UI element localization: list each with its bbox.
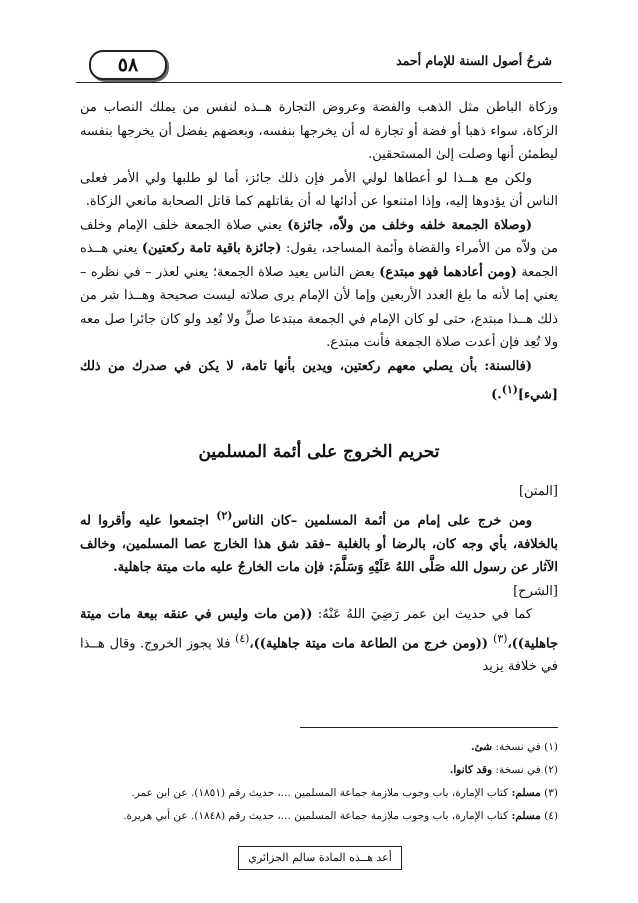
commentary-text: بعض الناس يعيد صلاة الجمعة؛ يعني لعذر – في نظره – يعني إما لأنه ما بلغ العدد الأربعين وإما لأن الإمام يرى صلاته ليست صحيحة وهــذا شر من ذلك هــذا مبتدع، حتى لو كان الإمام في الجمعة مبتدعا صلِّ ولا تُعِد ولو كان جائرا صل معه ولا تُعِد فإن أعدت صلاة الجمعة فأنت مبتدع. [80, 264, 558, 350]
header-rule [76, 82, 562, 83]
paragraph-zakat: وزكاة الباطن مثل الذهب والفضة وعروض التجارة هــذه لنفس من يملك النصاب من الزكاة، سواء ذهبا أو فضة أو تجارة له أن يخرجها بنفسه، وبعضهم يفضل أن يخرجها بنفسه ليطمئن أنها وصلت إلىٰ المستحقين. [80, 100, 558, 162]
paragraph-matn [80, 504, 558, 580]
paragraph-sharh [80, 603, 558, 679]
footer-credit-box [238, 846, 402, 870]
label-matn: [المتن] [518, 484, 558, 500]
matn-quote: (جائزة باقية تامة ركعتين) [141, 241, 282, 256]
hadith-quote: ((ومن خرج من الطاعة مات ميتة جاهلية))، [249, 635, 494, 651]
matn-text: ومن خرج على إمام من أئمة المسلمين –كان الناس [232, 513, 532, 529]
footnote-number: (٣) [544, 787, 558, 799]
footnote-ref[interactable]: (٣) [493, 631, 508, 645]
footnote-number: (١) [544, 741, 558, 753]
matn-quote: (فالسنة: بأن يصلي معهم ركعتين، ويدين بأنها تامة، لا يكن في صدرك من ذلك [شيء] [80, 358, 558, 403]
hadith-quote: ((من مات وليس في عنقه بيعة مات ميتة جاهلية))، [80, 607, 558, 651]
label-sharh: [الشرح] [513, 583, 558, 599]
commentary-text: كما في حديث ابن عمر رَضِيَ اللهُ عَنْهُ: [312, 607, 532, 623]
matn-quote-end: .) [491, 387, 502, 403]
footnote-number: (٢) [544, 764, 558, 776]
footnotes [80, 736, 558, 828]
footer-credit: أعد هــذه المادة سالم الجزائري [248, 851, 392, 864]
matn-quote: (ومن أعادهما فهو مبتدع) [379, 264, 517, 280]
footnote-rule [300, 727, 558, 728]
footnote-item: (١) في نسخة: شئ. [470, 741, 558, 753]
commentary-text: فلا يجوز الخروج. وقال هــذا في خلافة يزيد [80, 635, 558, 675]
paragraph-ruler: ولكن مع هــذا لو أعطاها لولي الأمر فإن ذلك جائز، أما لو طلبها ولي الأمر فعلى الناس أن يؤدوها إليه، وإذا امتنعوا عن أدائها له أن يقاتلهم كما قاتل الصحابة مانعي الزكاة. [80, 170, 558, 209]
matn-quote: (وصلاة الجمعة خلفه وخلف من ولاّه، جائزة) [287, 217, 533, 233]
paragraph-sunnah [80, 355, 558, 407]
running-head: شرحُ أصول السنة للإمام أحمد [396, 53, 552, 68]
paragraph-jumuah [80, 214, 558, 355]
page-number-badge [89, 50, 167, 80]
commentary-text: يعني صلاة الجمعة خلف الإمام وخلف من ولاّه من الأمراء والقضاة وأئمة المساجد، يقول: [80, 217, 558, 256]
footnote-ref[interactable]: (٢) [216, 508, 233, 522]
matn-text: اجتمعوا عليه وأقروا له بالخلافة، بأي وجه كان، بالرضا أو بالغلبة –فقد شق هذا الخارج عصا المسلمين، وخالف الآثار عن رسول الله صَلَّى اللهُ عَلَيْهِ وَسَلَّمَ: فإن مات الخارجُ عليه مات ميتة جاهلية. [80, 513, 558, 576]
footnote-number: (٤) [544, 810, 558, 822]
footnote-ref[interactable]: (١) [501, 383, 518, 396]
main-text [80, 96, 558, 679]
footnote-ref[interactable]: (٤) [235, 631, 250, 645]
section-title: تحريم الخروج على أئمة المسلمين [198, 441, 440, 462]
page-number: ٥٨ [117, 54, 139, 76]
footnote-item: (٤) مسلم: كتاب الإمارة، باب وجوب ملازمة جماعة المسلمين ...، حديث رقم (١٨٤٨). عن أبي هريرة. [123, 810, 558, 822]
footnote-item: (٢) في نسخة: وقد كانوا. [449, 764, 558, 776]
commentary-text: يعني هــذه الجمعة [80, 241, 559, 280]
footnote-item: (٣) مسلم: كتاب الإمارة، باب وجوب ملازمة جماعة المسلمين ...، حديث رقم (١٨٥١). عن ابن عمر. [131, 787, 558, 799]
